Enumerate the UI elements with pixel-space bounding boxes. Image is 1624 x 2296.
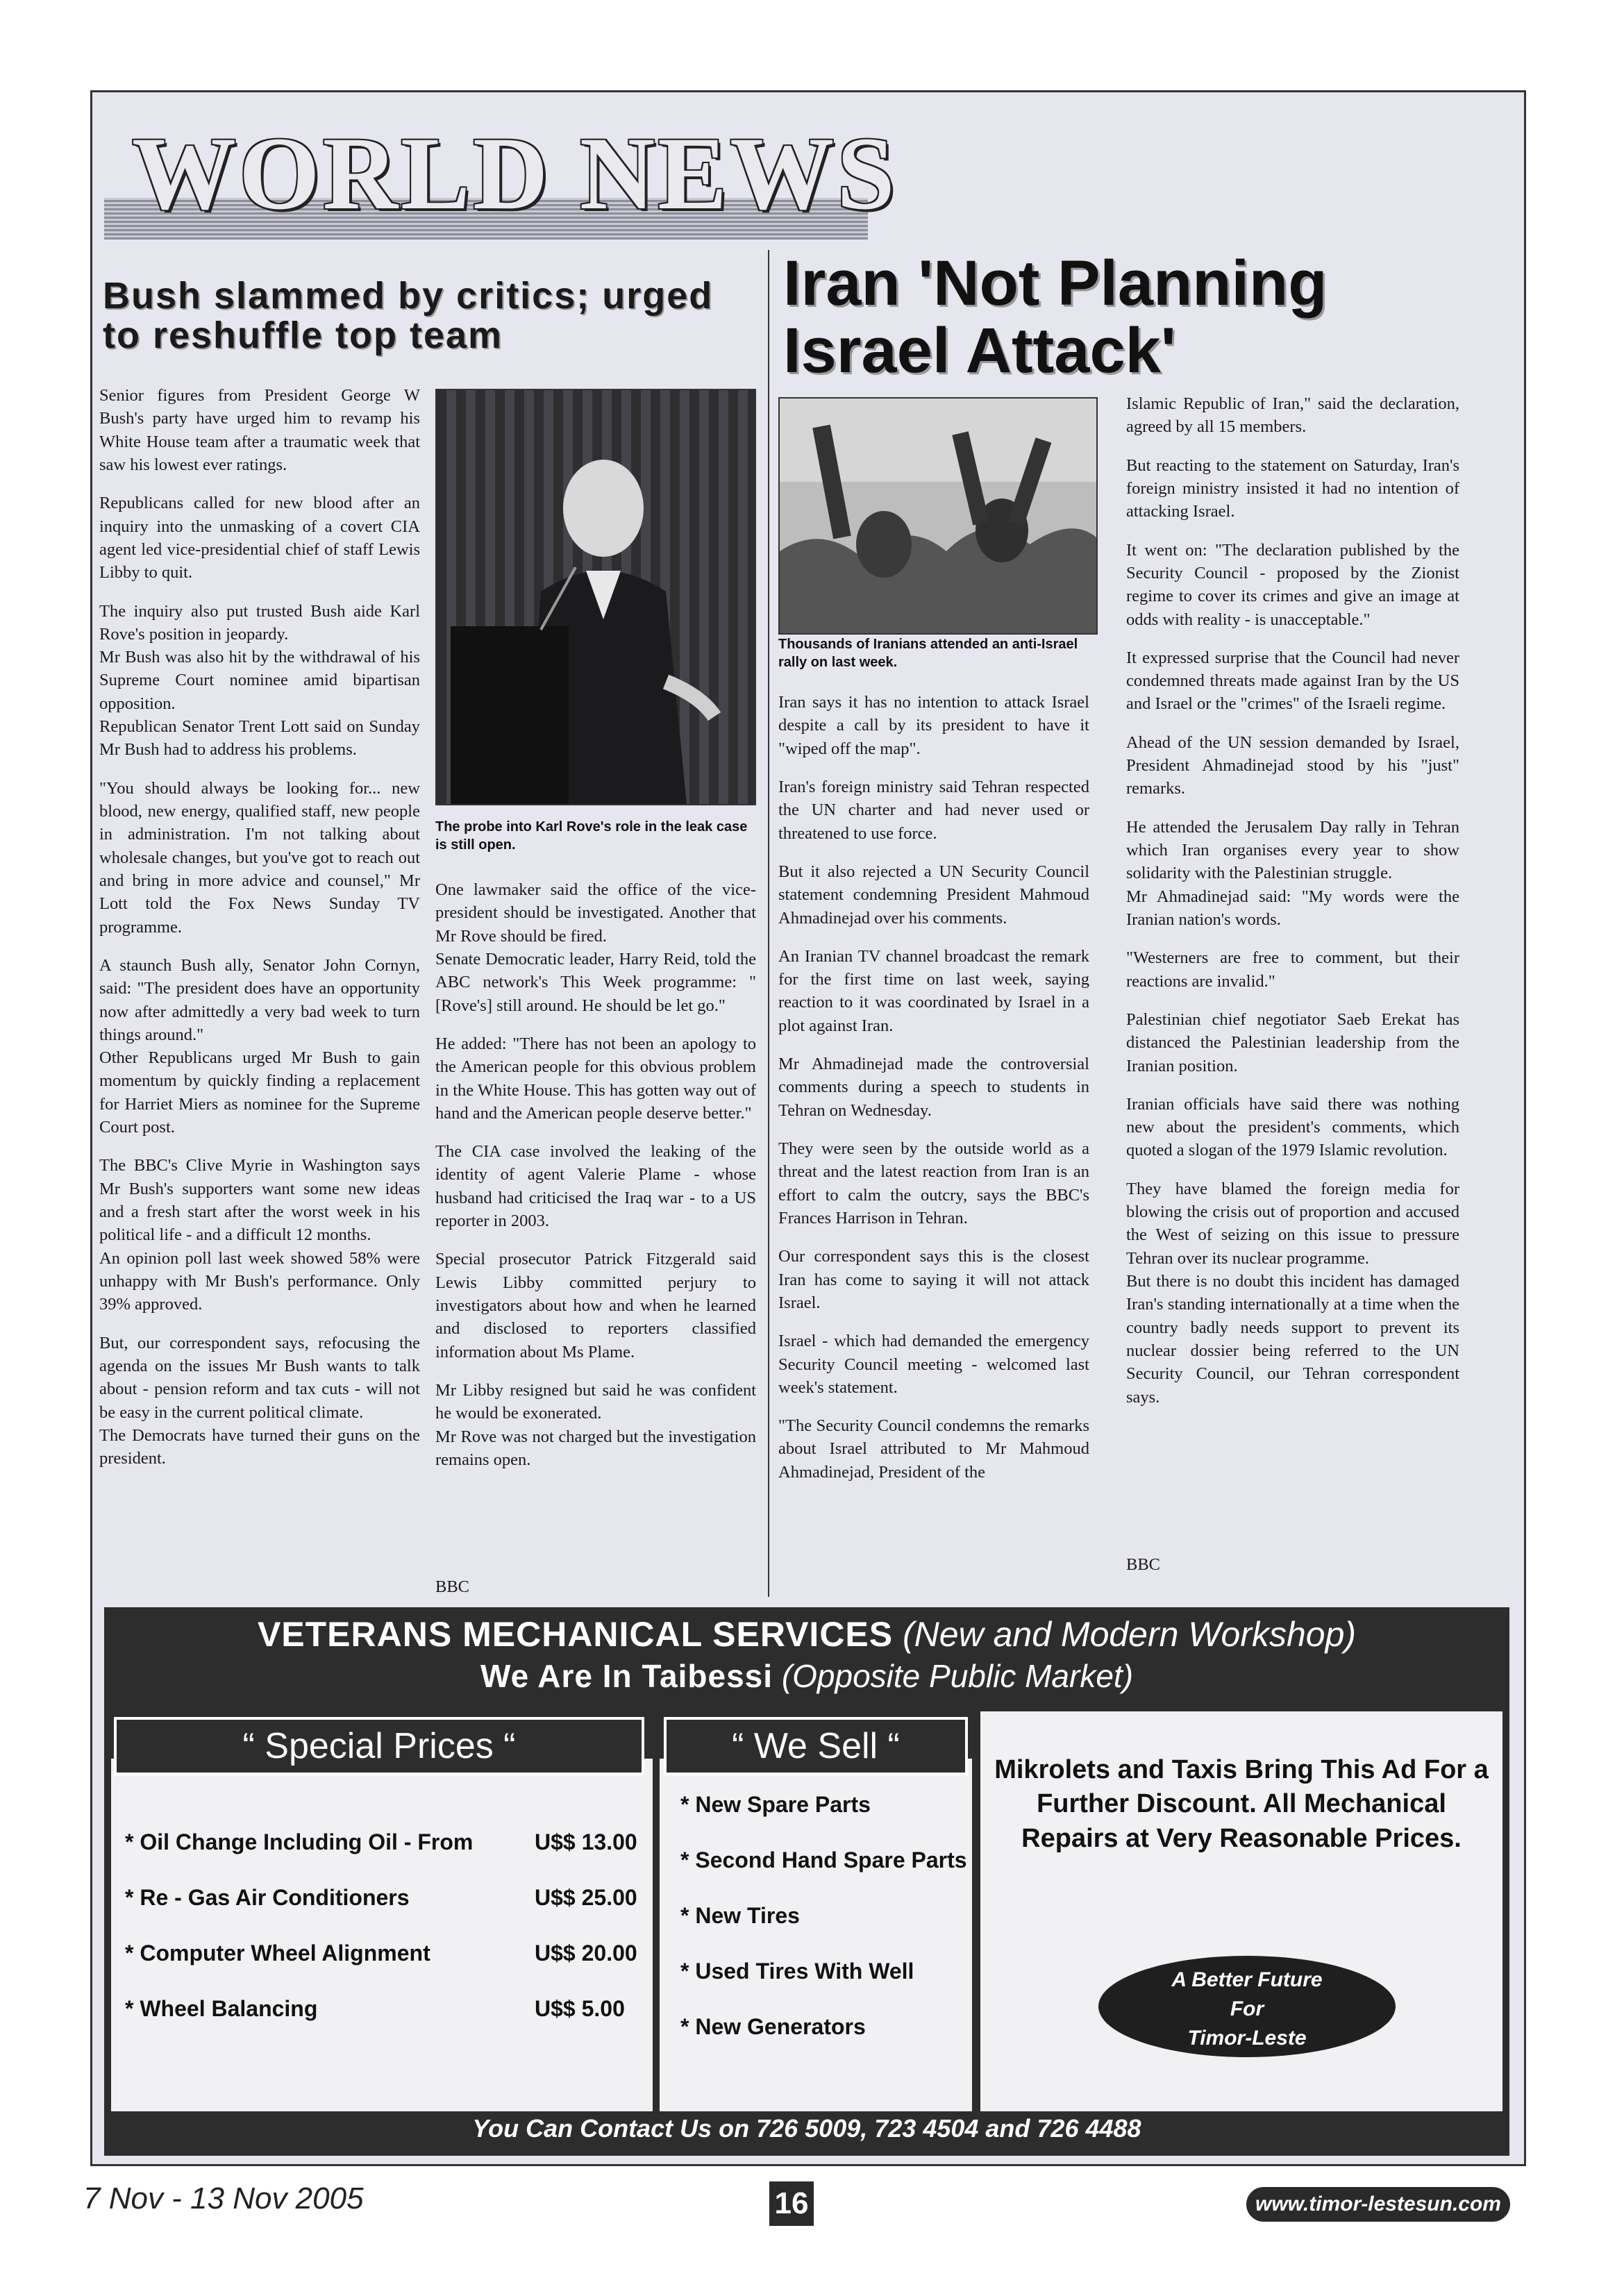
price-item: * Re - Gas Air Conditioners bbox=[125, 1885, 410, 1910]
price-amount: U$$ 13.00 bbox=[535, 1829, 637, 1854]
website-url: www.timor-lestesun.com bbox=[1246, 2187, 1510, 2222]
ad-title-name: VETERANS MECHANICAL SERVICES bbox=[257, 1615, 894, 1654]
ad-subtitle bbox=[104, 1657, 1509, 1695]
paragraph: But it also rejected a UN Security Council statement condemning President Mahmoud Ahmadinejad over his comments. bbox=[778, 862, 1089, 928]
left-article-column-1 bbox=[99, 384, 420, 1485]
paragraph: Senate Democratic leader, Harry Reid, told the ABC network's This Week programme: "[Rove's] still around. He should be let go." bbox=[435, 949, 756, 1015]
special-prices-label: “ Special Prices “ bbox=[114, 1717, 644, 1775]
paragraph: "The Security Council condemns the remarks about Israel attributed to Mr Mahmoud Ahmadinejad, President of the bbox=[778, 1416, 1089, 1482]
price-item: * Oil Change Including Oil - From bbox=[125, 1829, 474, 1854]
masthead-title: WORLD NEWS bbox=[132, 116, 898, 231]
ad-title bbox=[104, 1614, 1509, 1654]
paragraph: The Democrats have turned their guns on the president. bbox=[99, 1425, 420, 1468]
karl-rove-photo-caption: The probe into Karl Rove's role in the leak case is still open. bbox=[435, 819, 748, 853]
paragraph: Republicans called for new blood after an inquiry into the unmasking of a covert CIA agent led vice-presidential chief of staff Lewis Libby to quit. bbox=[99, 494, 420, 583]
price-amount: U$$ 5.00 bbox=[535, 1996, 625, 2021]
iran-rally-photo-caption: Thousands of Iranians attended an anti-Israel rally on last week. bbox=[778, 637, 1078, 670]
left-article-headline: Bush slammed by critics; urged to reshuffle top team bbox=[103, 275, 714, 356]
slogan-line: A Better Future bbox=[1171, 1968, 1323, 1991]
paragraph: But reacting to the statement on Saturday, Iran's foreign ministry insisted it had no intention of attacking Israel. bbox=[1126, 455, 1459, 521]
paragraph: Mr Ahmadinejad said: "My words were the Iranian nation's words. bbox=[1126, 887, 1459, 929]
slogan-line: For bbox=[1230, 1997, 1264, 2020]
paragraph: He added: "There has not been an apology to the American people for this obvious problem in the White House. This has gotten way out of hand and the American people deserve better." bbox=[435, 1034, 756, 1123]
paragraph: The inquiry also put trusted Bush aide Karl Rove's position in jeopardy. bbox=[99, 601, 420, 644]
paragraph: The BBC's Clive Myrie in Washington says Mr Bush's supporters want some new ideas and a fresh start after the worst week in his political life - and a difficult 12 months. bbox=[99, 1156, 420, 1245]
right-article-column-2 bbox=[1126, 392, 1459, 1424]
paragraph: It expressed surprise that the Council had never condemned threats made against Iran by the US and Israel or the "crimes" of the Israeli regime. bbox=[1126, 648, 1459, 714]
paragraph: Iranian officials have said there was nothing new about the president's comments, which quoted a slogan of the 1979 Islamic revolution. bbox=[1126, 1094, 1459, 1160]
karl-rove-photo bbox=[435, 389, 756, 805]
paragraph: Iran says it has no intention to attack Israel despite a call by its president to have it "wiped off the map". bbox=[778, 693, 1089, 758]
price-item: * Wheel Balancing bbox=[125, 1996, 318, 2021]
ad-location: We Are In Taibessi bbox=[480, 1658, 773, 1694]
ad-location-note: (Opposite Public Market) bbox=[781, 1658, 1134, 1694]
paragraph: "You should always be looking for... new blood, new energy, qualified staff, new people in administration. I'm not talking about wholesale changes, but you've got to reach out and bring in more advice and counsel," Mr Lott told the Fox News Sunday TV programme. bbox=[99, 778, 420, 937]
paragraph: Mr Libby resigned but said he was confident he would be exonerated. bbox=[435, 1380, 756, 1423]
sell-item: * New Spare Parts bbox=[680, 1792, 871, 1817]
page-number: 16 bbox=[769, 2181, 814, 2226]
price-row bbox=[125, 1941, 639, 1966]
paragraph: They have blamed the foreign media for blowing the crisis out of proportion and accused the West of seizing on this issue to pressure Tehran over its nuclear programme. bbox=[1126, 1179, 1459, 1268]
price-row bbox=[125, 1996, 639, 2022]
we-sell-label: “ We Sell “ bbox=[664, 1717, 968, 1775]
paragraph: Special prosecutor Patrick Fitzgerald said Lewis Libby committed perjury to investigators about how and when he learned and disclosed to reporters classified information about Ms Plame. bbox=[435, 1250, 756, 1361]
paragraph: "Westerners are free to comment, but their reactions are invalid." bbox=[1126, 948, 1459, 991]
left-article-column-2 bbox=[435, 878, 756, 1486]
paragraph: Iran's foreign ministry said Tehran respected the UN charter and had never used or threatened to use force. bbox=[778, 777, 1089, 843]
paragraph: Mr Bush was also hit by the withdrawal of his Supreme Court nominee amid bipartisan opposition. bbox=[99, 648, 420, 713]
paragraph: He attended the Jerusalem Day rally in Tehran which Iran organises every year to show solidarity with the Palestinian struggle. bbox=[1126, 817, 1459, 883]
price-amount: U$$ 25.00 bbox=[535, 1885, 637, 1910]
paragraph: The CIA case involved the leaking of the identity of agent Valerie Plame - whose husband had criticised the Iraq war - to a US reporter in 2003. bbox=[435, 1142, 756, 1231]
paragraph: They were seen by the outside world as a threat and the latest reaction from Iran is an effort to calm the outcry, says the BBC's Frances Harrison in Tehran. bbox=[778, 1139, 1089, 1227]
slogan-oval bbox=[1098, 1956, 1396, 2057]
price-amount: U$$ 20.00 bbox=[535, 1941, 637, 1966]
paragraph: One lawmaker said the office of the vice-president should be investigated. Another that Mr Rove should be fired. bbox=[435, 880, 756, 946]
paragraph: Mr Rove was not charged but the investigation remains open. bbox=[435, 1427, 756, 1469]
right-article-headline: Iran 'Not Planning Israel Attack' bbox=[783, 248, 1328, 386]
issue-date: 7 Nov - 13 Nov 2005 bbox=[83, 2181, 364, 2215]
paragraph: Senior figures from President George W Bush's party have urged him to revamp his White House team after a traumatic week that saw his lowest ever ratings. bbox=[99, 386, 420, 474]
slogan-line: Timor-Leste bbox=[1187, 2027, 1307, 2050]
special-prices-box bbox=[111, 1759, 653, 2111]
veterans-mechanical-ad bbox=[104, 1607, 1509, 2156]
paragraph: It went on: "The declaration published by the Security Council - proposed by the Zionist regime to cover its crimes and give an image at odds with reality - is unacceptable." bbox=[1126, 540, 1459, 629]
paragraph: Other Republicans urged Mr Bush to gain momentum by quickly finding a replacement for Harriet Miers as nominee for the Supreme Court post. bbox=[99, 1048, 420, 1137]
price-item: * Computer Wheel Alignment bbox=[125, 1941, 430, 1966]
price-row bbox=[125, 1829, 639, 1855]
paragraph: Republican Senator Trent Lott said on Sunday Mr Bush had to address his problems. bbox=[99, 717, 420, 760]
sell-item: * New Generators bbox=[680, 2014, 866, 2039]
sell-item: * Used Tires With Well bbox=[680, 1959, 914, 1984]
paragraph: An opinion poll last week showed 58% were unhappy with Mr Bush's performance. Only 39% approved. bbox=[99, 1248, 420, 1314]
sell-item: * New Tires bbox=[680, 1903, 800, 1928]
paragraph: Our correspondent says this is the closest Iran has come to saying it will not attack Israel. bbox=[778, 1247, 1089, 1312]
column-divider bbox=[768, 250, 769, 1597]
right-article-source: BBC bbox=[1126, 1555, 1161, 1574]
paragraph: Israel - which had demanded the emergency Security Council meeting - welcomed last week's statement. bbox=[778, 1332, 1089, 1397]
ad-title-tagline: (New and Modern Workshop) bbox=[903, 1615, 1357, 1654]
price-row bbox=[125, 1885, 639, 1911]
paragraph: A staunch Bush ally, Senator John Cornyn, said: "The president does have an opportunity now after admittedly a very bad week to turn things around." bbox=[99, 955, 420, 1044]
paragraph: Islamic Republic of Iran," said the declaration, agreed by all 15 members. bbox=[1126, 394, 1459, 437]
left-article-source: BBC bbox=[435, 1577, 470, 1596]
paragraph: But, our correspondent says, refocusing the agenda on the issues Mr Bush wants to talk about - pension reform and tax cuts - will not be easy in the current political climate. bbox=[99, 1333, 420, 1422]
discount-promo-box bbox=[980, 1711, 1502, 2111]
promo-text: Mikrolets and Taxis Bring This Ad For a Further Discount. All Mechanical Repairs at Very Reasonable Prices. bbox=[994, 1755, 1489, 1853]
sell-item: * Second Hand Spare Parts bbox=[680, 1847, 967, 1872]
paragraph: Mr Ahmadinejad made the controversial comments during a speech to students in Tehran on Wednesday. bbox=[778, 1055, 1089, 1120]
paragraph: Palestinian chief negotiator Saeb Erekat has distanced the Palestinian leadership from the Iranian position. bbox=[1126, 1009, 1459, 1075]
we-sell-box bbox=[660, 1759, 972, 2111]
paragraph: An Iranian TV channel broadcast the remark for the first time on last week, saying reaction to it was coordinated by Israel in a plot against Iran. bbox=[778, 946, 1089, 1035]
paragraph: Ahead of the UN session demanded by Israel, President Ahmadinejad stood by his "just" remarks. bbox=[1126, 732, 1459, 798]
iran-rally-photo bbox=[778, 397, 1098, 635]
paragraph: But there is no doubt this incident has damaged Iran's standing internationally at a time when the country badly needs support to prevent its nuclear dossier being referred to the UN Security Council, our Tehran correspondent says. bbox=[1126, 1272, 1459, 1407]
right-article-column-1 bbox=[778, 691, 1089, 1499]
ad-contact-line: You Can Contact Us on 726 5009, 723 4504 and 726 4488 bbox=[472, 2114, 1141, 2143]
